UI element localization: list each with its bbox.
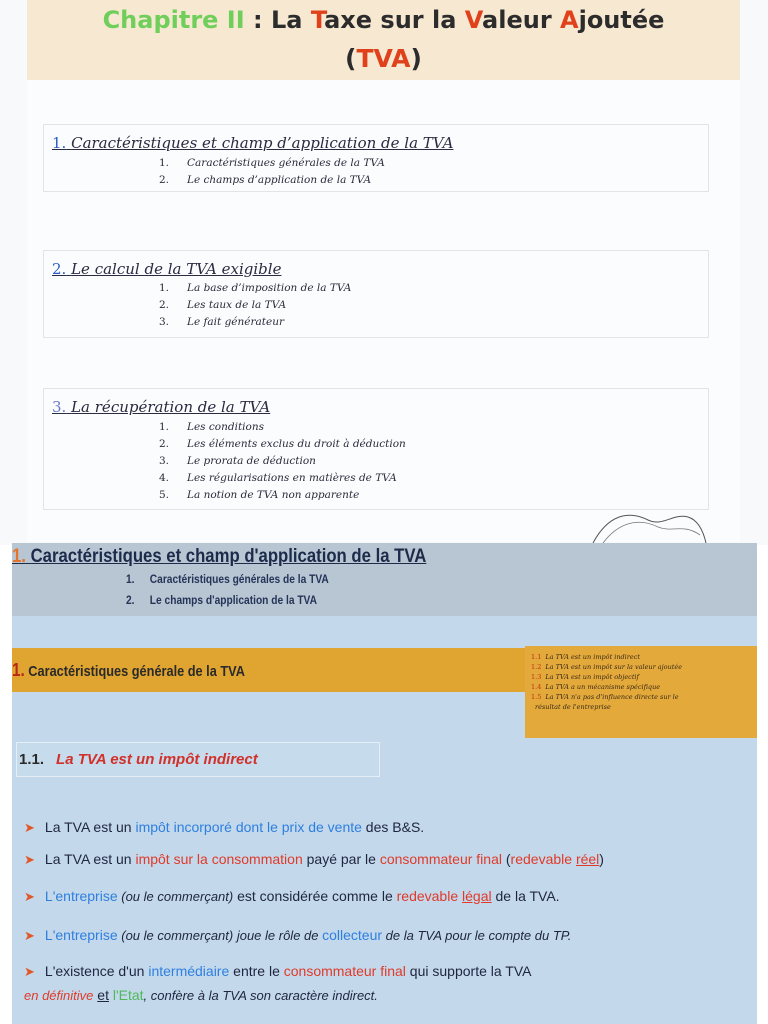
toc-section-heading: 1. Caractéristiques et champ d’application de la TVA (52, 134, 454, 152)
section-title: 1. Caractéristiques et champ d'application de la TVA (12, 546, 427, 567)
subsection-outline-box (525, 646, 757, 738)
point-heading-box (16, 742, 380, 777)
section-subitems (126, 572, 365, 614)
outline-item: résultat de l'entreprise (535, 703, 611, 711)
toc-item: 2. Les éléments exclus du droit à déduction (159, 438, 406, 450)
toc-section-items (159, 421, 406, 506)
bullet-item: ➤ La TVA est un impôt incorporé dont le prix de vente des B&S. (24, 819, 425, 835)
arrow-bullet-icon: ➤ (24, 820, 35, 835)
toc-section-items (159, 282, 351, 333)
arrow-bullet-icon: ➤ (24, 889, 35, 904)
section-header-band (12, 543, 757, 616)
toc-item: 1. Les conditions (159, 421, 265, 433)
outline-item: 1.1 La TVA est un impôt indirect (531, 653, 640, 661)
toc-section-heading: 3. La récupération de la TVA (52, 398, 271, 416)
toc-item: 5. La notion de TVA non apparente (159, 489, 360, 501)
bullet-item: ➤ La TVA est un impôt sur la consommation payé par le consommateur final (redevable réel) (24, 851, 604, 867)
toc-section-2 (43, 250, 709, 338)
toc-item: 3. Le prorata de déduction (159, 455, 316, 467)
toc-section-heading: 2. Le calcul de la TVA exigible (52, 260, 282, 278)
toc-section-items (159, 157, 385, 191)
toc-item: 1. La base d’imposition de la TVA (159, 282, 352, 294)
bullet-item: ➤ L'existence d'un intermédiaire entre le consommateur final qui supporte la TVA (24, 963, 532, 979)
chapter-title-line1: Chapitre II : La Taxe sur la Valeur Ajoutée (102, 6, 665, 34)
toc-item: 2. Le champs d’application de la TVA (159, 174, 372, 186)
outline-item: 1.5 La TVA n'a pas d'influence directe sur le (531, 693, 679, 701)
pen-scribble-decoration (588, 505, 708, 545)
subsection-band (12, 648, 527, 692)
subsection-title: 1. Caractéristiques générale de la TVA (12, 660, 245, 680)
toc-section-1 (43, 124, 709, 192)
point-heading: 1.1. La TVA est un impôt indirect (19, 751, 258, 768)
toc-item: 4. Les régularisations en matières de TVA (159, 472, 397, 484)
content-slide-photo (12, 543, 757, 1024)
section-subitem: 2. Le champs d'application de la TVA (126, 593, 317, 607)
arrow-bullet-icon: ➤ (24, 964, 35, 979)
outline-item: 1.2 La TVA est un impôt sur la valeur ajoutée (531, 663, 683, 671)
chapter-title-band (27, 0, 740, 80)
toc-section-3 (43, 388, 709, 510)
arrow-bullet-icon: ➤ (24, 852, 35, 867)
toc-item: 3. Le fait générateur (159, 316, 284, 328)
toc-item: 2. Les taux de la TVA (159, 299, 287, 311)
arrow-bullet-icon: ➤ (24, 928, 35, 943)
outline-item: 1.4 La TVA a un mécanisme spécifique (531, 683, 661, 691)
chapter-title-line2: (TVA) (345, 44, 422, 73)
bullet-item: ➤ L'entreprise (ou le commerçant) est considérée comme le redevable légal de la TVA. (24, 888, 560, 904)
bullet-item: ➤ L'entreprise (ou le commerçant) joue le rôle de collecteur de la TVA pour le compte du TP. (24, 927, 572, 943)
outline-item: 1.3 La TVA est un impôt objectif (531, 673, 639, 681)
toc-item: 1. Caractéristiques générales de la TVA (159, 157, 385, 169)
section-subitem: 1. Caractéristiques générales de la TVA (126, 572, 329, 586)
bullet-item-continuation: en définitive et l'Etat, confère à la TVA son caractère indirect. (24, 987, 378, 1003)
